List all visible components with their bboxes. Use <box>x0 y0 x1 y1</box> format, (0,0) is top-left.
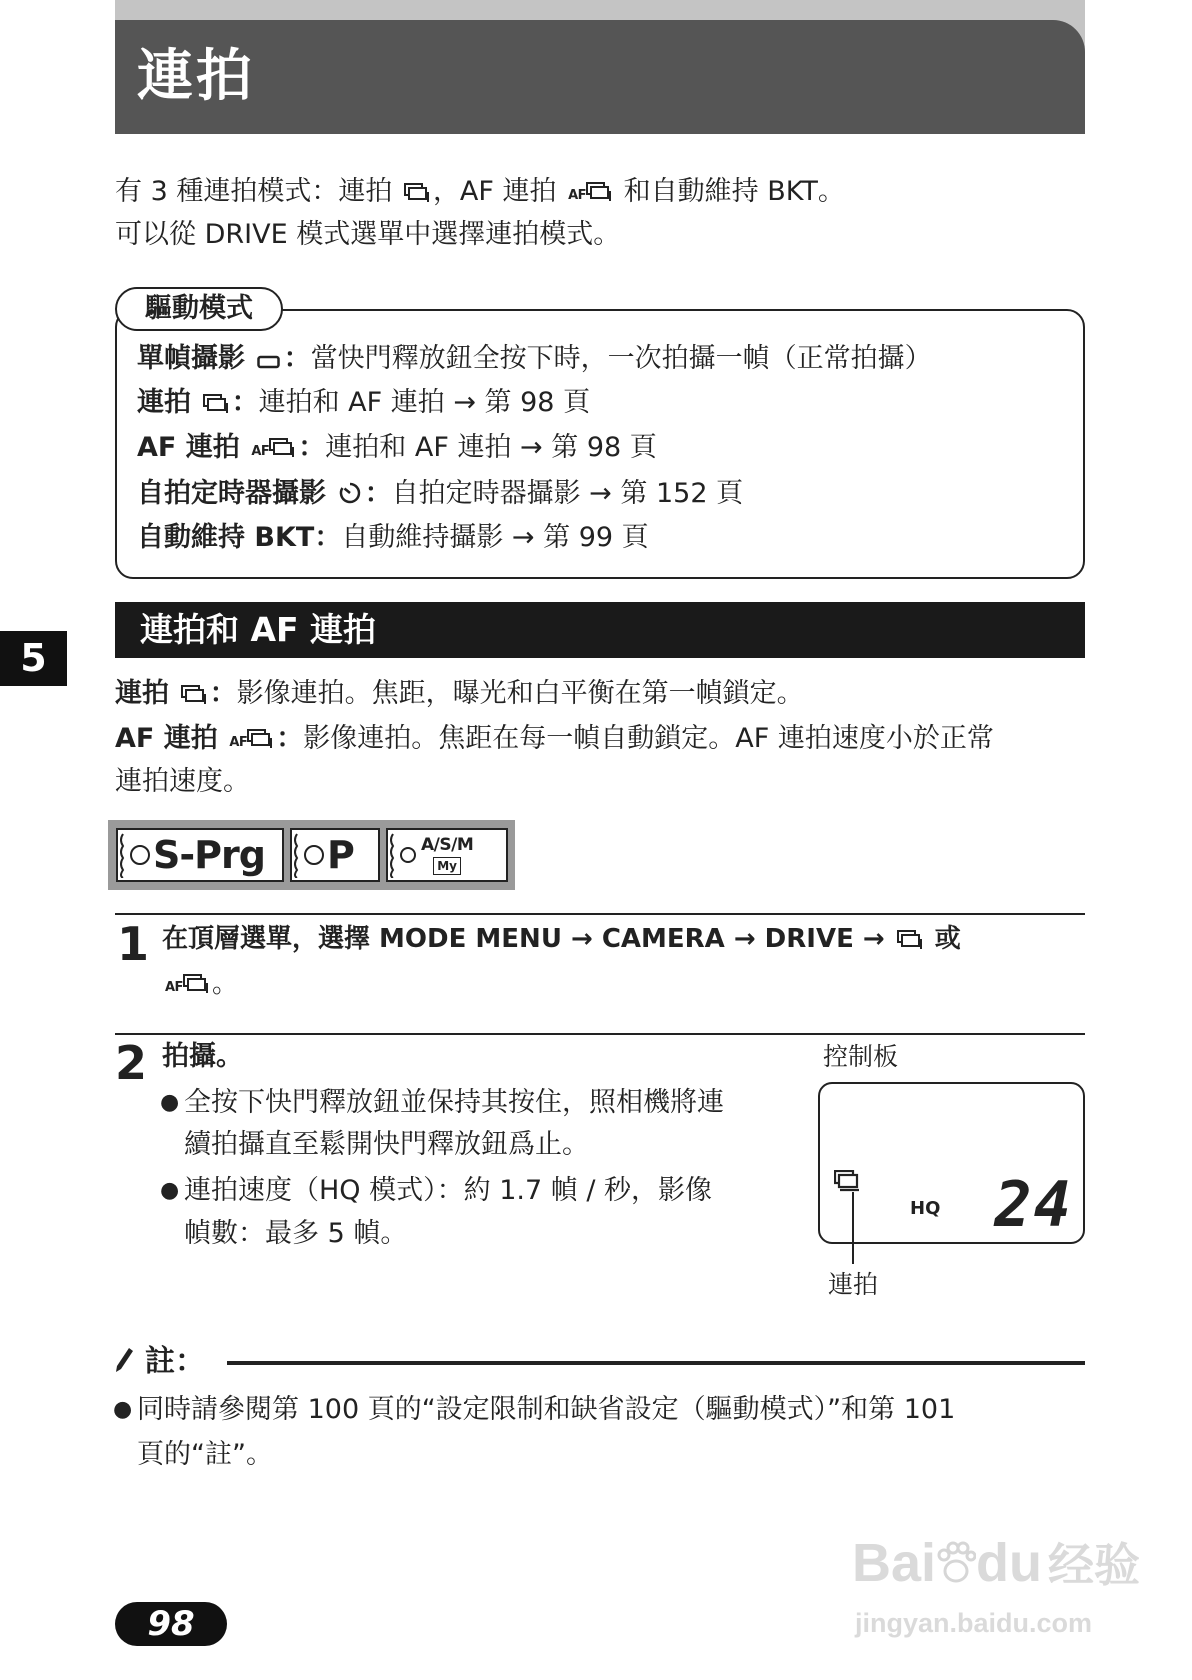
drive-row-text: 當快門釋放鈕全按下時，一次拍攝一幀（正常拍攝） <box>310 343 932 374</box>
continuous-shooting-icon <box>404 183 430 203</box>
watermark-text: Bai <box>852 1533 937 1593</box>
page-number: 98 <box>115 1602 227 1646</box>
para-term: 連拍 <box>115 678 169 709</box>
wavy-edge-icon <box>118 832 126 878</box>
mode-circle-icon <box>400 847 416 863</box>
drive-mode-label: 驅動模式 <box>115 287 283 331</box>
drive-row-term: 連拍 <box>137 387 191 418</box>
step1-text: 在頂層選單，選擇 MODE MENU → CAMERA → DRIVE → <box>162 924 894 954</box>
mode-label: A/S/M <box>421 835 474 855</box>
drive-row-sep: ： <box>231 387 259 418</box>
single-frame-icon <box>257 354 281 370</box>
step-number: 2 <box>115 1036 148 1090</box>
mode-asm-group <box>421 835 473 875</box>
drive-row-self-timer <box>137 474 743 514</box>
drive-row-term: 自拍定時器攝影 <box>137 478 326 509</box>
mode-asm-my-badge <box>386 828 508 882</box>
control-panel-display <box>818 1082 1085 1244</box>
drive-row-text: 連拍和 AF 連拍 → 第 98 頁 <box>258 387 591 418</box>
step-divider <box>115 1033 1085 1035</box>
para-term: AF 連拍 <box>115 723 218 754</box>
section-title: 連拍和 AF 連拍 <box>140 610 377 649</box>
af-continuous-shooting-icon <box>165 966 209 1008</box>
wavy-edge-icon <box>388 832 396 878</box>
continuous-shooting-icon <box>203 394 229 414</box>
drive-row-term: AF 連拍 <box>137 432 240 463</box>
quality-mode-indicator: HQ <box>910 1198 941 1219</box>
drive-row-single <box>137 339 932 379</box>
step-divider <box>115 913 1085 915</box>
note-line-2: 頁的“註”。 <box>137 1439 273 1470</box>
step2-bullet-2-line-2: 幀數：最多 5 幀。 <box>184 1218 408 1249</box>
continuous-shooting-icon <box>834 1170 862 1192</box>
drive-row-continuous <box>137 383 590 423</box>
pencil-icon <box>113 1345 135 1375</box>
mode-label: S-Prg <box>153 833 265 877</box>
para-sep: ： <box>276 723 304 754</box>
drive-row-sep: ： <box>283 343 311 374</box>
drive-row-text: 連拍和 AF 連拍 → 第 98 頁 <box>325 432 657 463</box>
drive-row-sep: ： <box>298 432 326 463</box>
drive-row-text: 自拍定時器攝影 → 第 152 頁 <box>391 478 744 509</box>
self-timer-icon <box>338 481 362 505</box>
wavy-edge-icon <box>292 832 300 878</box>
note-line-1: 同時請參閱第 100 頁的“設定限制和缺省設定（驅動模式）”和第 101 <box>137 1394 956 1425</box>
frame-counter: 24 <box>994 1168 1073 1241</box>
mode-circle-icon <box>304 845 324 865</box>
section-para-continuous <box>115 674 804 714</box>
page-title: 連拍 <box>137 44 255 109</box>
page-header-bar <box>115 20 1085 134</box>
control-panel-label: 控制板 <box>823 1042 899 1071</box>
step1-text: 。 <box>211 969 238 999</box>
drive-row-af-continuous <box>137 428 657 472</box>
af-label: AF <box>568 188 587 203</box>
intro-text: 有 3 種連拍模式：連拍 <box>115 176 401 207</box>
step1-text: 或 <box>925 924 961 954</box>
page-header <box>115 0 1085 134</box>
step2-bullet-1-line-1: 全按下快門釋放鈕並保持其按住，照相機將連 <box>184 1087 724 1118</box>
chapter-tab: 5 <box>0 631 67 686</box>
mode-my-label: My <box>433 857 461 875</box>
step1-line-2 <box>162 964 238 1008</box>
continuous-shooting-icon <box>181 685 207 705</box>
af-continuous-shooting-icon <box>568 174 612 216</box>
step-number: 1 <box>117 917 150 971</box>
drive-row-sep: ： <box>314 522 342 553</box>
step2-bullet-1-line-2: 續拍攝直至鬆開快門釋放鈕爲止。 <box>184 1129 589 1160</box>
bullet-icon: ● <box>160 1178 180 1203</box>
step2-title: 拍攝。 <box>162 1041 243 1072</box>
af-continuous-shooting-icon <box>229 721 273 763</box>
note-divider <box>227 1361 1085 1365</box>
para-text: 影像連拍。焦距，曝光和白平衡在第一幀鎖定。 <box>236 678 804 709</box>
intro-text: 和自動維持 BKT。 <box>615 176 845 207</box>
shooting-mode-strip <box>108 820 515 890</box>
para-text: 影像連拍。焦距在每一幀自動鎖定。AF 連拍速度小於正常 <box>303 723 994 754</box>
mode-label: P <box>327 833 354 877</box>
af-label: AF <box>165 980 183 995</box>
para-sep: ： <box>209 678 237 709</box>
mode-s-prg-badge <box>116 828 284 882</box>
watermark-logo <box>852 1530 1140 1598</box>
drive-row-auto-bkt <box>137 518 649 558</box>
af-label: AF <box>251 444 270 459</box>
bullet-icon: ● <box>113 1397 133 1422</box>
step1-line-1 <box>162 919 961 959</box>
step2-bullet-2-line-1: 連拍速度（HQ 模式）：約 1.7 幀 / 秒，影像 <box>184 1175 713 1206</box>
watermark-text: du <box>976 1533 1043 1593</box>
section-para-af-continuous <box>115 719 994 763</box>
mode-circle-icon <box>130 845 150 865</box>
paw-icon <box>936 1541 976 1585</box>
intro-line-2: 可以從 DRIVE 模式選單中選擇連拍模式。 <box>115 219 621 250</box>
mode-p-badge <box>290 828 380 882</box>
continuous-shooting-icon <box>897 930 923 950</box>
bullet-icon: ● <box>160 1090 180 1115</box>
drive-row-sep: ： <box>364 478 392 509</box>
section-header-bar <box>115 602 1085 658</box>
callout-label: 連拍 <box>828 1270 879 1299</box>
watermark-text: 经验 <box>1048 1539 1141 1591</box>
af-continuous-shooting-icon <box>251 430 295 472</box>
intro-line-1 <box>115 172 845 216</box>
drive-row-term: 單幀攝影 <box>137 343 245 374</box>
note-title: 註： <box>145 1344 205 1379</box>
callout-line <box>852 1192 854 1264</box>
drive-row-term: 自動維持 BKT <box>137 522 315 553</box>
watermark-url: jingyan.baidu.com <box>855 1608 1093 1638</box>
intro-text: ，AF 連拍 <box>432 176 566 207</box>
af-label: AF <box>229 735 248 750</box>
section-para-continued: 連拍速度。 <box>115 766 250 797</box>
drive-row-text: 自動維持攝影 → 第 99 頁 <box>341 522 649 553</box>
